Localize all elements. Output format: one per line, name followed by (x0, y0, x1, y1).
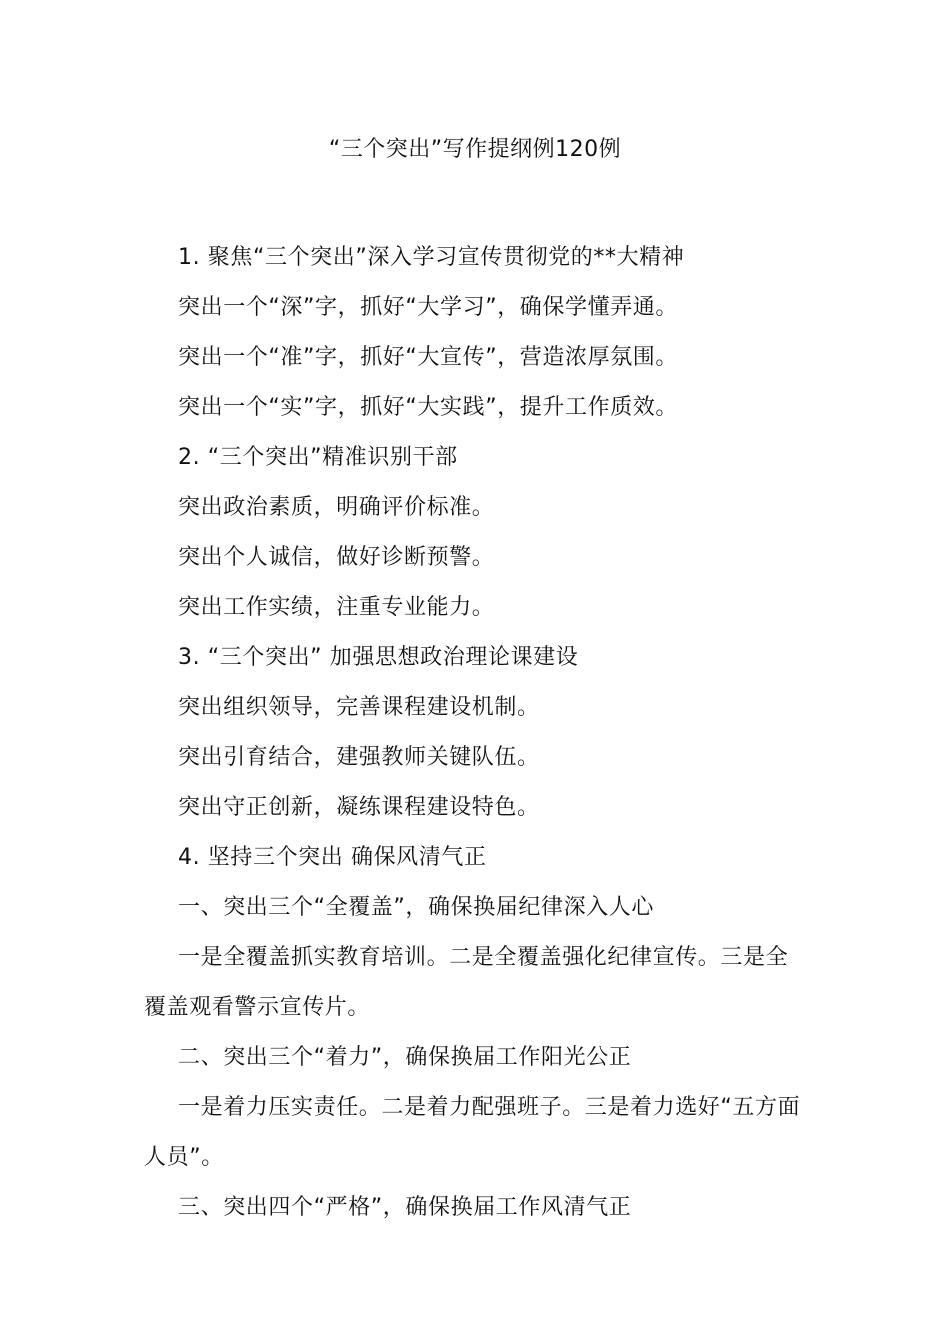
paragraph: 一是全覆盖抓实教育培训。二是全覆盖强化纪律宣传。三是全覆盖观看警示宣传片。 (144, 945, 789, 1020)
paragraph: 一、突出三个“全覆盖”，确保换届纪律深入人心 (178, 895, 654, 920)
paragraph: 2. “三个突出”精准识别干部 (178, 445, 458, 470)
paragraph: 3. “三个突出” 加强思想政治理论课建设 (178, 645, 579, 670)
paragraph: 三、突出四个“严格”，确保换届工作风清气正 (178, 1195, 632, 1220)
paragraph: 突出组织领导，完善课程建设机制。 (178, 695, 540, 720)
paragraph: 二、突出三个“着力”，确保换届工作阳光公正 (178, 1045, 632, 1070)
paragraph: 突出一个“深”字，抓好“大学习”，确保学懂弄通。 (178, 295, 678, 320)
paragraph: 突出引育结合，建强教师关键队伍。 (178, 745, 540, 770)
paragraph: 突出一个“准”字，抓好“大宣传”，营造浓厚氛围。 (178, 345, 678, 370)
paragraph: 突出个人诚信，做好诊断预警。 (178, 545, 495, 570)
paragraph: 一是着力压实责任。二是着力配强班子。三是着力选好“五方面人员”。 (144, 1095, 801, 1170)
document-body (144, 233, 810, 1233)
document-title: “三个突出”写作提纲例120例 (328, 137, 622, 162)
paragraph: 突出一个“实”字，抓好“大实践”，提升工作质效。 (178, 395, 678, 420)
paragraph: 突出工作实绩，注重专业能力。 (178, 595, 495, 620)
paragraph: 突出守正创新，凝练课程建设特色。 (178, 795, 540, 820)
paragraph: 突出政治素质，明确评价标准。 (178, 495, 495, 520)
paragraph: 4. 坚持三个突出 确保风清气正 (178, 845, 487, 870)
paragraph: 1. 聚焦“三个突出”深入学习宣传贯彻党的**大精神 (178, 245, 685, 270)
